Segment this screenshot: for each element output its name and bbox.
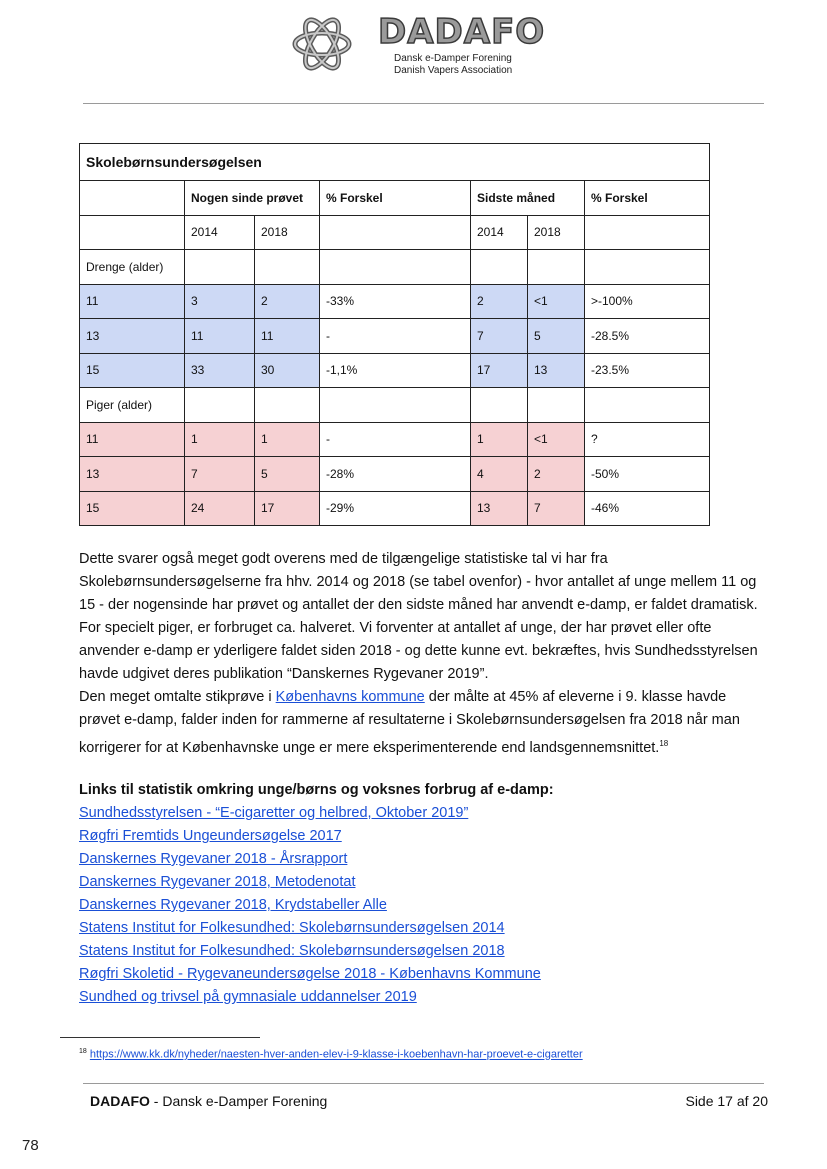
statistics-link[interactable]: Røgfri Skoletid - Rygevaneundersøgelse 2018 - Københavns Kommune xyxy=(79,966,541,982)
empty-cell xyxy=(528,388,585,423)
empty-cell xyxy=(585,388,710,423)
table-cell: 15 xyxy=(80,491,185,526)
list-item xyxy=(79,940,759,963)
table-cell: -28% xyxy=(320,457,471,492)
table-cell: 1 xyxy=(471,422,528,457)
links-section xyxy=(79,779,759,1009)
empty-cell xyxy=(80,215,185,250)
list-item xyxy=(79,802,759,825)
footer-org: DADAFO - Dansk e-Damper Forening xyxy=(90,1093,328,1109)
table-cell: 17 xyxy=(255,491,320,526)
logo-subtitle: Dansk e-Damper Forening Danish Vapers Association xyxy=(394,53,513,76)
statistics-link[interactable]: Danskernes Rygevaner 2018 - Årsrapport xyxy=(79,851,348,867)
empty-cell xyxy=(320,250,471,285)
page-header xyxy=(0,0,827,105)
table-row xyxy=(80,353,710,388)
table-cell: -46% xyxy=(585,491,710,526)
table-row xyxy=(80,422,710,457)
table-cell: - xyxy=(320,319,471,354)
table-cell: 5 xyxy=(528,319,585,354)
table-cell: 4 xyxy=(471,457,528,492)
table-cell: <1 xyxy=(528,422,585,457)
footnote xyxy=(79,1045,583,1062)
group-label-row xyxy=(80,388,710,423)
table-row xyxy=(80,457,710,492)
col-header-diff-1: % Forskel xyxy=(320,181,471,216)
empty-cell xyxy=(528,250,585,285)
table-cell: 24 xyxy=(185,491,255,526)
table-cell: 11 xyxy=(255,319,320,354)
list-item xyxy=(79,871,759,894)
empty-cell xyxy=(255,388,320,423)
list-item xyxy=(79,917,759,940)
footnote-ref[interactable]: 18 xyxy=(659,739,669,748)
table-title: Skolebørnsundersøgelsen xyxy=(80,144,710,181)
table-cell: -29% xyxy=(320,491,471,526)
footer-divider xyxy=(83,1083,764,1084)
table-years-row xyxy=(80,215,710,250)
list-item xyxy=(79,825,759,848)
table-cell: 1 xyxy=(255,422,320,457)
table-cell: 2 xyxy=(528,457,585,492)
table-cell: ? xyxy=(585,422,710,457)
table-header-row xyxy=(80,181,710,216)
table-cell: 13 xyxy=(471,491,528,526)
table-cell: 3 xyxy=(185,284,255,319)
table-cell: 11 xyxy=(185,319,255,354)
table-cell: - xyxy=(320,422,471,457)
footer-page: Side 17 af 20 xyxy=(685,1093,768,1109)
list-item xyxy=(79,848,759,871)
empty-cell xyxy=(585,250,710,285)
table-cell: -50% xyxy=(585,457,710,492)
group-label: Drenge (alder) xyxy=(80,250,185,285)
footnote-number: 18 xyxy=(79,1048,87,1055)
table-cell: 2 xyxy=(255,284,320,319)
year-cell: 2018 xyxy=(255,215,320,250)
col-header-last-month: Sidste måned xyxy=(471,181,585,216)
table-cell: 1 xyxy=(185,422,255,457)
empty-cell xyxy=(471,388,528,423)
links-heading: Links til statistik omkring unge/børns og voksnes forbrug af e-damp: xyxy=(79,782,554,798)
empty-cell xyxy=(320,388,471,423)
table-cell: >-100% xyxy=(585,284,710,319)
table-cell: 5 xyxy=(255,457,320,492)
statistics-link[interactable]: Sundhedsstyrelsen - “E-cigaretter og helbred, Oktober 2019” xyxy=(79,805,469,821)
empty-cell xyxy=(255,250,320,285)
table-cell: 7 xyxy=(471,319,528,354)
statistics-link[interactable]: Statens Institut for Folkesundhed: Skolebørnsundersøgelsen 2018 xyxy=(79,943,505,959)
empty-cell xyxy=(471,250,528,285)
list-item xyxy=(79,894,759,917)
link-kobenhavns-kommune[interactable]: Københavns kommune xyxy=(275,689,425,705)
table-cell: 7 xyxy=(185,457,255,492)
year-cell: 2014 xyxy=(471,215,528,250)
col-header-ever-tried: Nogen sinde prøvet xyxy=(185,181,320,216)
header-divider xyxy=(83,103,764,104)
table-row xyxy=(80,284,710,319)
statistics-link[interactable]: Danskernes Rygevaner 2018, Metodenotat xyxy=(79,874,356,890)
table-cell: 7 xyxy=(528,491,585,526)
atom-logo-icon xyxy=(290,12,354,76)
list-item xyxy=(79,963,759,986)
year-cell: 2018 xyxy=(528,215,585,250)
body-text xyxy=(79,548,759,760)
empty-cell xyxy=(585,215,710,250)
table-cell: 13 xyxy=(80,319,185,354)
paragraph-1: Dette svarer også meget godt overens med de tilgængelige statistiske tal vi har fra Skolebørnsundersøgelserne fra hhv. 2014 og 2018 (se tabel ovenfor) - hvor antallet af unge mellem 11 og 15 - der nogensinde har prøvet og antallet der den sidste måned har anvendt e-damp, er faldet dramatisk. For specielt piger, er forbruget ca. halveret. Vi forventer at antallet af unge, der har prøvet eller ofte anvender e-damp er yderligere faldet siden 2018 - og dette kunne evt. bekræftes, hvis Sundhedsstyrelsen havde udgivet deres publikation “Danskernes Rygevaner 2019”. xyxy=(79,551,758,682)
table-cell: 30 xyxy=(255,353,320,388)
group-label: Piger (alder) xyxy=(80,388,185,423)
table-cell: -1,1% xyxy=(320,353,471,388)
table-row xyxy=(80,491,710,526)
table-cell: 13 xyxy=(80,457,185,492)
footnote-link[interactable]: https://www.kk.dk/nyheder/naesten-hver-anden-elev-i-9-klasse-i-koebenhavn-har-proevet-e-cigaretter xyxy=(89,1048,583,1061)
statistics-link[interactable]: Danskernes Rygevaner 2018, Krydstabeller Alle xyxy=(79,897,387,913)
empty-cell xyxy=(320,215,471,250)
survey-table xyxy=(79,143,710,526)
year-cell: 2014 xyxy=(185,215,255,250)
table-title-row xyxy=(80,144,710,181)
statistics-link[interactable]: Sundhed og trivsel på gymnasiale uddannelser 2019 xyxy=(79,989,417,1005)
table-cell: 13 xyxy=(528,353,585,388)
group-label-row xyxy=(80,250,710,285)
table-cell: <1 xyxy=(528,284,585,319)
links-list xyxy=(79,802,759,1009)
footer-brand: DADAFO xyxy=(90,1093,150,1109)
empty-cell xyxy=(185,250,255,285)
table-cell: 33 xyxy=(185,353,255,388)
table-cell: 17 xyxy=(471,353,528,388)
logo-wordmark: DADAFO xyxy=(378,12,546,52)
table-cell: 11 xyxy=(80,284,185,319)
table-cell: 11 xyxy=(80,422,185,457)
statistics-link[interactable]: Statens Institut for Folkesundhed: Skolebørnsundersøgelsen 2014 xyxy=(79,920,505,936)
empty-cell xyxy=(185,388,255,423)
col-header-diff-2: % Forskel xyxy=(585,181,710,216)
table-row xyxy=(80,319,710,354)
table-cell: -28.5% xyxy=(585,319,710,354)
footnote-divider xyxy=(60,1037,260,1038)
page-number: 78 xyxy=(22,1137,39,1154)
list-item xyxy=(79,986,759,1009)
table-cell: 15 xyxy=(80,353,185,388)
table-cell: -23.5% xyxy=(585,353,710,388)
paragraph-2: Den meget omtalte stikprøve i Københavns kommune der målte at 45% af eleverne i 9. klasse havde prøvet e-damp, falder inden for rammerne af resultaterne i Skolebørnsundersøgelsen fra 2018 når man korrigerer for at Københavnske unge er mere eksperimenterende end landsgennemsnittet.$^{18}$ xyxy=(79,689,740,756)
empty-cell xyxy=(80,181,185,216)
table-cell: -33% xyxy=(320,284,471,319)
table-cell: 2 xyxy=(471,284,528,319)
statistics-link[interactable]: Røgfri Fremtids Ungeundersøgelse 2017 xyxy=(79,828,342,844)
